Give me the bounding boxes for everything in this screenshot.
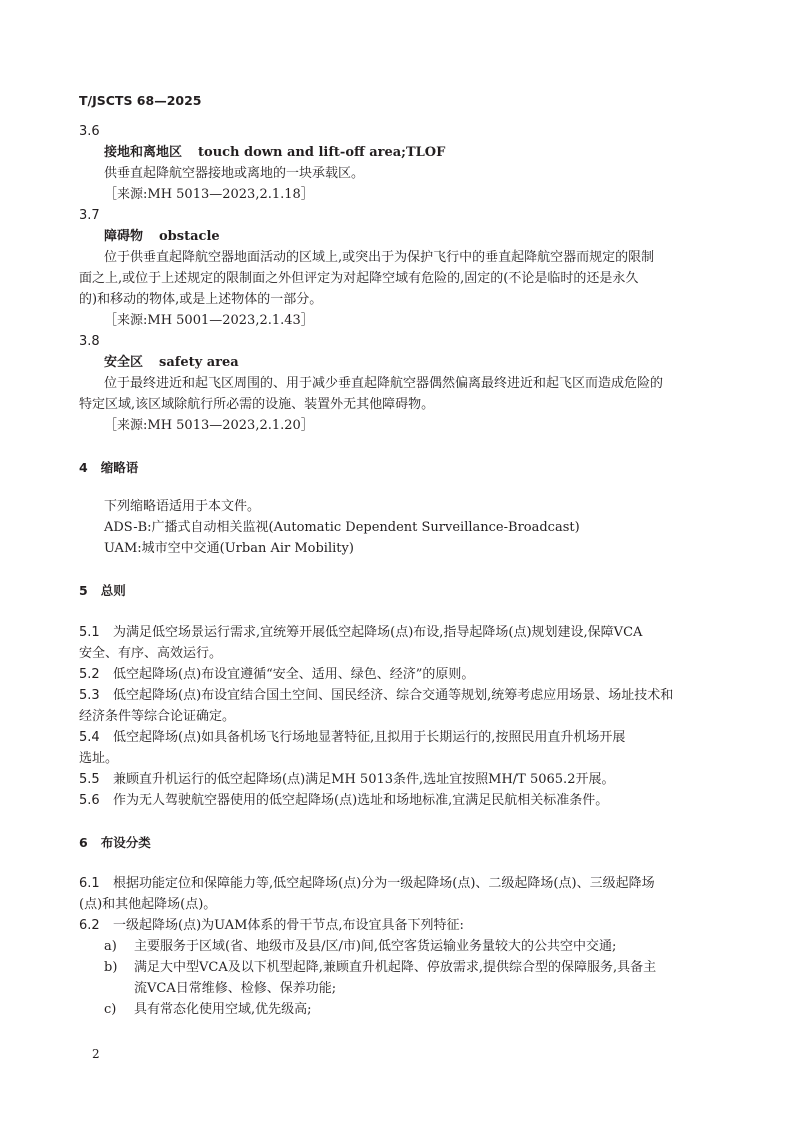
clause-text: 为满足低空场景运行需求,宜统筹开展低空起降场(点)布设,指导起降场(点)规划建设,保障VCA — [113, 625, 643, 640]
standard-code: T/JSCTS 68—2025 — [79, 93, 202, 108]
definition-source: ［来源:MH 5013—2023,2.1.18］ — [104, 187, 314, 202]
definition-text: 的)和移动的物体,或是上述物体的一部分。 — [79, 292, 323, 307]
list-item-text: 满足大中型VCA及以下机型起降,兼顾直升机起降、停放需求,提供综合型的保障服务,具备主 — [134, 960, 657, 975]
list-item — [104, 939, 616, 955]
clause-number: 5.3 — [79, 688, 100, 703]
clause-text: 一级起降场(点)为UAM体系的骨干节点,布设宜具备下列特征: — [113, 918, 464, 933]
section-title: 总则 — [100, 583, 126, 598]
term-chinese: 障碍物 — [104, 229, 144, 244]
clause-number: 3.8 — [79, 334, 100, 349]
section-heading — [79, 460, 138, 476]
clause-line — [79, 876, 655, 892]
clause-line — [79, 730, 625, 746]
clause-number: 6.2 — [79, 918, 100, 933]
list-item-text: 主要服务于区域(省、地级市及县/区/市)间,低空客货运输业务量较大的公共空中交通; — [134, 939, 617, 954]
list-item-label: b) — [104, 960, 118, 975]
definition-text: 供垂直起降航空器接地或离地的一块承载区。 — [104, 166, 365, 181]
list-item-label: c) — [104, 1002, 117, 1017]
definition-text: 位于供垂直起降航空器地面活动的区域上,或突出于为保护飞行中的垂直起降航空器而规定的限制 — [104, 250, 655, 265]
abbreviation-line: ADS-B:广播式自动相关监视(Automatic Dependent Surveillance-Broadcast) — [104, 520, 580, 535]
clause-text: 安全、有序、高效运行。 — [79, 646, 223, 661]
clause-text: (点)和其他起降场(点)。 — [79, 897, 217, 912]
page-number: 2 — [92, 1047, 100, 1061]
section-title: 布设分类 — [100, 835, 151, 850]
clause-number: 5.1 — [79, 625, 100, 640]
term-english: obstacle — [159, 229, 220, 244]
section-number: 5 — [79, 583, 88, 598]
term-chinese: 安全区 — [104, 355, 144, 370]
clause-line — [79, 667, 474, 683]
term-english: safety area — [159, 355, 239, 370]
clause-number: 3.7 — [79, 208, 100, 223]
clause-line — [79, 918, 464, 934]
list-item-text: 流VCA日常维修、检修、保养功能; — [134, 981, 337, 996]
clause-text: 低空起降场(点)如具备机场飞行场地显著特征,且拟用于长期运行的,按照民用直升机场开展 — [113, 730, 626, 745]
section-number: 6 — [79, 835, 88, 850]
list-item-text: 具有常态化使用空域,优先级高; — [134, 1002, 312, 1017]
clause-number: 5.2 — [79, 667, 100, 682]
list-item-label: a) — [104, 939, 117, 954]
clause-text: 低空起降场(点)布设宜遵循“安全、适用、绿色、经济”的原则。 — [113, 667, 475, 682]
section-heading — [79, 583, 126, 599]
term-english: touch down and lift-off area;TLOF — [198, 145, 446, 160]
clause-line — [79, 688, 673, 704]
term-entry — [104, 355, 239, 371]
clause-number: 5.6 — [79, 793, 100, 808]
section-title: 缩略语 — [100, 460, 139, 475]
term-entry — [104, 145, 445, 161]
clause-text: 兼顾直升机运行的低空起降场(点)满足MH 5013条件,选址宜按照MH/T 5065.2开展。 — [113, 772, 615, 787]
section-heading — [79, 835, 151, 851]
clause-line — [79, 625, 642, 641]
term-entry — [104, 229, 220, 245]
clause-number: 6.1 — [79, 876, 100, 891]
clause-number: 5.4 — [79, 730, 100, 745]
clause-line — [79, 772, 614, 788]
clause-text: 经济条件等综合论证确定。 — [79, 709, 236, 724]
clause-text: 作为无人驾驶航空器使用的低空起降场(点)选址和场地标准,宜满足民航相关标准条件。 — [113, 793, 609, 808]
clause-number: 5.5 — [79, 772, 100, 787]
definition-text: 位于最终进近和起飞区周围的、用于减少垂直起降航空器偶然偏离最终进近和起飞区而造成危险的 — [104, 376, 664, 391]
section-number: 4 — [79, 460, 88, 475]
definition-text: 特定区域,该区域除航行所必需的设施、装置外无其他障碍物。 — [79, 397, 435, 412]
paragraph-line: 下列缩略语适用于本文件。 — [104, 499, 261, 514]
clause-text: 选址。 — [79, 751, 119, 766]
abbreviation-line: UAM:城市空中交通(Urban Air Mobility) — [104, 541, 354, 556]
clause-text: 根据功能定位和保障能力等,低空起降场(点)分为一级起降场(点)、二级起降场(点)、三级起降场 — [113, 876, 655, 891]
list-item — [104, 1002, 312, 1018]
clause-text: 低空起降场(点)布设宜结合国土空间、国民经济、综合交通等规划,统筹考虑应用场景、场址技术和 — [113, 688, 674, 703]
list-item — [104, 960, 656, 976]
term-chinese: 接地和离地区 — [104, 145, 183, 160]
clause-number: 3.6 — [79, 124, 100, 139]
clause-line — [79, 793, 608, 809]
definition-text: 面之上,或位于上述规定的限制面之外但评定为对起降空域有危险的,固定的(不论是临时的还是永久 — [79, 271, 639, 286]
definition-source: ［来源:MH 5001—2023,2.1.43］ — [104, 313, 314, 328]
definition-source: ［来源:MH 5013—2023,2.1.20］ — [104, 418, 314, 433]
